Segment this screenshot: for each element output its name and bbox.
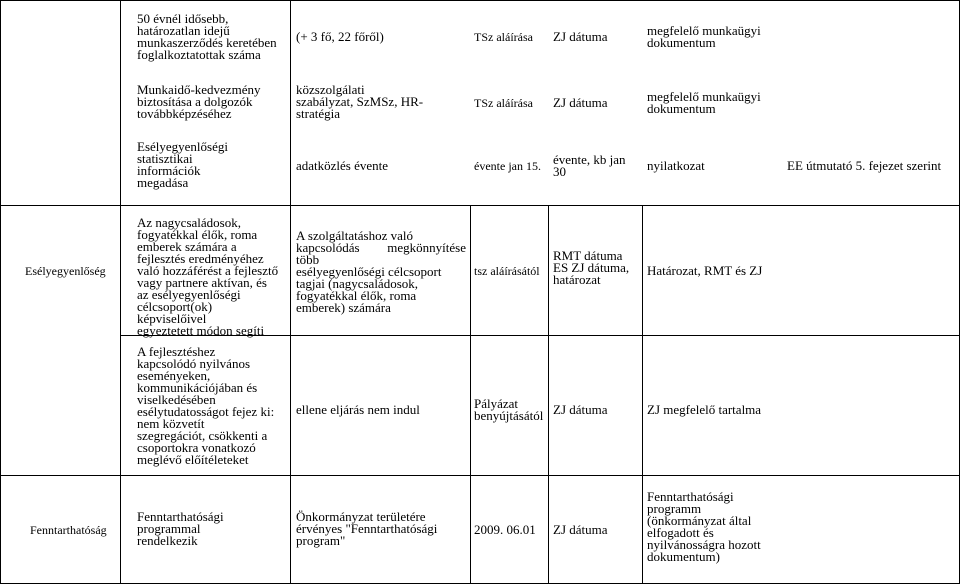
cell-deadline: ZJ dátuma <box>553 522 608 537</box>
cell-deadline: ZJ dátuma <box>553 29 608 44</box>
cell-deadline: RMT dátuma ES ZJ dátuma, határozat <box>553 248 630 287</box>
cell-start: 2009. 06.01 <box>474 522 536 537</box>
cell-target: A szolgáltatáshoz való kapcsolódás megkönnyítése több esélyegyenlőségi célcsoport tagjai (nagycsaládosok, fogyatékkal élők, roma emberek) számára <box>296 228 466 315</box>
cell-target: Önkormányzat területére érvényes "Fenntarthatósági program" <box>296 509 438 548</box>
table-rule <box>0 205 960 206</box>
cell-category: Esélyegyenlőség <box>25 264 106 278</box>
cell-category: Fenntarthatóság <box>30 523 107 537</box>
table-rule <box>290 0 291 584</box>
cell-verification: megfelelő munkaügyi dokumentum <box>647 23 761 50</box>
cell-deadline: ZJ dátuma <box>553 95 608 110</box>
cell-start: Pályázat benyújtásától <box>474 396 544 423</box>
table-rule <box>0 0 1 584</box>
cell-deadline: ZJ dátuma <box>553 402 608 417</box>
table-rule <box>470 205 471 584</box>
cell-start: TSz aláírása <box>474 30 533 44</box>
cell-target: (+ 3 fő, 22 főről) <box>296 29 384 44</box>
table-rule <box>642 205 643 584</box>
cell-target: közszolgálati szabályzat, SzMSz, HR- stratégia <box>296 82 424 121</box>
cell-verification: megfelelő munkaügyi dokumentum <box>647 89 761 116</box>
cell-start: tsz aláírásától <box>474 264 540 278</box>
cell-verification: ZJ megfelelő tartalma <box>647 402 762 417</box>
cell-target: ellene eljárás nem indul <box>296 402 420 417</box>
cell-verification: Határozat, RMT és ZJ <box>647 263 763 278</box>
cell-indicator: Az nagycsaládosok, fogyatékkal élők, roma emberek számára a fejlesztés eredményéhez való hozzáférést a fejlesztő vagy partnere aktívan, és az esélyegyenlőségi célcsoport(ok) képviselőivel egyeztetett módon segíti <box>137 215 279 338</box>
cell-verification: Fenntarthatósági programm (önkormányzat által elfogadott és nyilvánosságra hozott dokumentum) <box>647 489 761 564</box>
table-rule <box>120 0 121 584</box>
cell-note: EE útmutató 5. fejezet szerint <box>787 158 942 173</box>
cell-indicator: Munkaidő-kedvezmény biztosítása a dolgozók továbbképzéséhez <box>137 82 261 121</box>
cell-indicator: A fejlesztéshez kapcsolódó nyilvános eseményeken, kommunikációjában és viselkedésében esélytudatosságot fejez ki: nem közvetít szegregációt, csökkenti a csoportokra vonatkozó meglévő előítéleteket <box>137 344 275 467</box>
cell-deadline: évente, kb jan 30 <box>553 152 626 179</box>
table-rule <box>0 475 960 476</box>
cell-indicator: 50 évnél idősebb, határozatlan idejű munkaszerződés keretében foglalkoztatottak száma <box>137 11 277 62</box>
cell-indicator: Fenntarthatósági programmal rendelkezik <box>137 509 224 548</box>
cell-target: adatközlés évente <box>296 158 389 173</box>
cell-indicator: Esélyegyenlőségi statisztikai információk megadása <box>137 139 228 190</box>
cell-start: évente jan 15. <box>474 159 541 173</box>
cell-start: TSz aláírása <box>474 96 533 110</box>
table-rule <box>0 0 960 1</box>
cell-verification: nyilatkozat <box>647 158 705 173</box>
